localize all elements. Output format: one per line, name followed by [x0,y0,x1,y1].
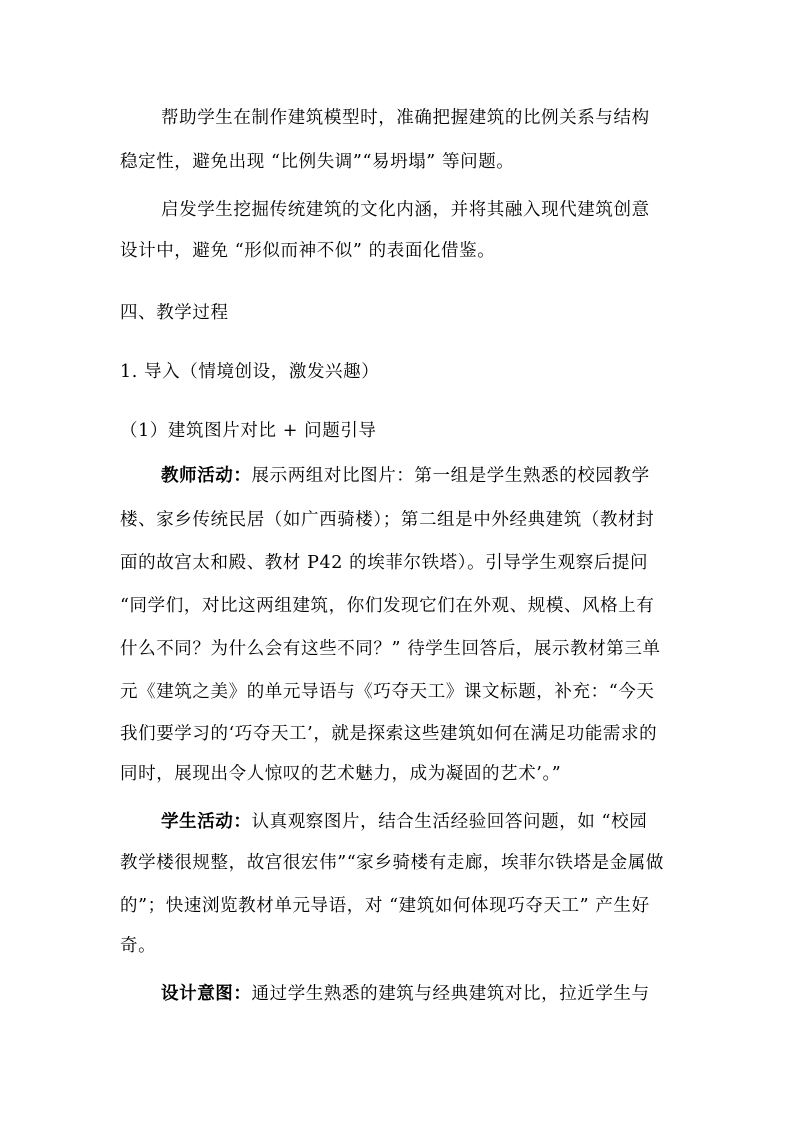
paragraph-line: 奇。 [120,936,157,956]
paragraph-line: 面的故宫太和殿、教材 P42 的埃菲尔铁塔）。引导学生观察后提问 [120,553,649,573]
paragraph-line: 我们要学习的‘巧夺天工’，就是探索这些建筑如何在满足功能需求的 [120,724,658,744]
paragraph-line: “同学们，对比这两组建筑，你们发现它们在外观、规模、风格上有 [120,596,655,616]
subsubsection-heading: （1）建筑图片对比 + 问题引导 [120,421,377,441]
subsection-heading: 1. 导入（情境创设，激发兴趣） [120,362,380,382]
paragraph-line: 元《建筑之美》的单元导语与《巧夺天工》课文标题，补充：“今天 [120,682,655,702]
student-activity-text: 认真观察图片，结合生活经验回答问题，如 “校园 [251,812,648,832]
teacher-activity-text: 展示两组对比图片：第一组是学生熟悉的校园教学 [251,466,650,486]
design-intent-line [161,983,680,1005]
student-activity-line [161,811,680,833]
teacher-activity-line [161,465,680,487]
teacher-activity-label: 教师活动： [161,466,252,486]
section-heading: 四、教学过程 [120,303,229,323]
design-intent-label: 设计意图： [161,984,252,1004]
paragraph-line: 帮助学生在制作建筑模型时，准确把握建筑的比例关系与结构 [161,108,650,128]
paragraph-line: 的”；快速浏览教材单元导语，对 “建筑如何体现巧夺天工” 产生好 [120,896,650,916]
design-intent-text: 通过学生熟悉的建筑与经典建筑对比，拉近学生与 [251,984,650,1004]
paragraph-line: 楼、家乡传统民居（如广西骑楼）；第二组是中外经典建筑（教材封 [120,510,655,530]
paragraph-line: 稳定性，避免出现 “比例失调”“易坍塌” 等问题。 [120,152,515,172]
paragraph-line: 教学楼很规整，故宫很宏伟”“家乡骑楼有走廊，埃菲尔铁塔是金属做 [120,853,664,873]
paragraph-line: 启发学生挖掘传统建筑的文化内涵，并将其融入现代建筑创意 [161,200,650,220]
student-activity-label: 学生活动： [161,812,252,832]
paragraph-line: 设计中，避免 “形似而神不似” 的表面化借鉴。 [120,241,496,261]
paragraph-line: 什么不同？为什么会有这些不同？” 待学生回答后，展示教材第三单 [120,639,661,659]
paragraph-line: 同时，展现出令人惊叹的艺术魅力，成为凝固的艺术’。” [120,764,562,784]
